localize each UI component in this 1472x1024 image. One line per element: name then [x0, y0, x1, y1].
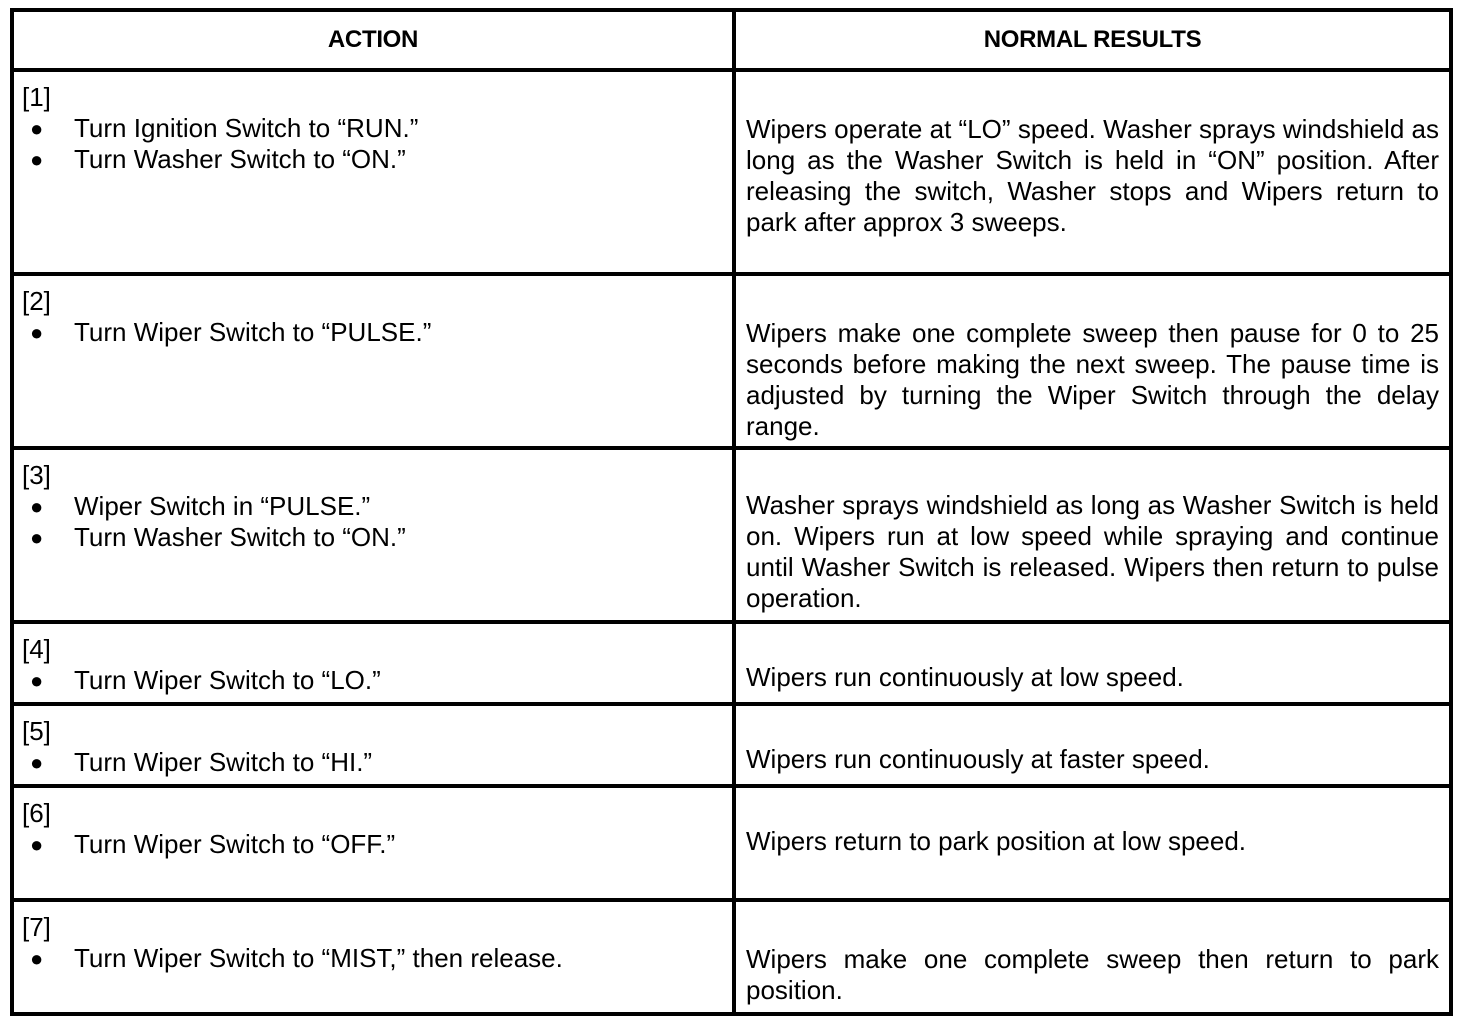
action-item — [22, 943, 732, 974]
result-text: Wipers make one complete sweep then return to park position. — [746, 944, 1439, 1005]
step-number: [7] — [22, 912, 51, 942]
bullet-icon: ● — [30, 116, 44, 141]
result-text: Wipers return to park position at low speed. — [746, 826, 1247, 856]
action-cell — [14, 276, 736, 450]
bullet-icon: ● — [30, 668, 44, 693]
step-number: [1] — [22, 82, 51, 112]
step-number: [4] — [22, 634, 51, 664]
bullet-icon: ● — [30, 147, 44, 172]
result-cell — [736, 624, 1449, 706]
action-text: Turn Ignition Switch to “RUN.” — [74, 113, 419, 143]
step-number: [6] — [22, 798, 51, 828]
step-number: [5] — [22, 716, 51, 746]
action-text: Turn Wiper Switch to “MIST,” then release. — [74, 943, 563, 973]
action-text: Turn Wiper Switch to “OFF.” — [74, 829, 396, 859]
header-action — [14, 12, 736, 72]
action-cell — [14, 624, 736, 706]
action-item — [22, 317, 732, 348]
step-number: [3] — [22, 460, 51, 490]
action-item — [22, 522, 732, 553]
action-text: Turn Wiper Switch to “LO.” — [74, 665, 381, 695]
action-item — [22, 747, 732, 778]
bullet-icon: ● — [30, 320, 44, 345]
bullet-icon: ● — [30, 946, 44, 971]
action-text: Turn Wiper Switch to “HI.” — [74, 747, 373, 777]
result-text: Wipers run continuously at low speed. — [746, 662, 1184, 692]
action-cell — [14, 72, 736, 276]
action-cell — [14, 450, 736, 624]
action-text: Wiper Switch in “PULSE.” — [74, 491, 371, 521]
header-action-label: ACTION — [327, 26, 419, 53]
action-cell — [14, 788, 736, 902]
bullet-icon: ● — [30, 494, 44, 519]
result-cell — [736, 72, 1449, 276]
result-text: Wipers make one complete sweep then pause for 0 to 25 seconds before making the next sweep. The pause time is adjusted by turning the Wiper Switch through the delay range. — [746, 318, 1439, 441]
action-item — [22, 829, 732, 860]
result-text: Wipers run continuously at faster speed. — [746, 744, 1210, 774]
header-results — [736, 12, 1449, 72]
bullet-icon: ● — [30, 832, 44, 857]
result-text: Wipers operate at “LO” speed. Washer sprays windshield as long as the Washer Switch is held in “ON” position. After releasing the switch, Washer stops and Wipers return to park after approx 3 sweeps. — [746, 114, 1439, 237]
procedure-table — [10, 8, 1453, 1016]
action-item — [22, 113, 732, 144]
action-cell — [14, 706, 736, 788]
action-cell — [14, 902, 736, 1012]
result-cell — [736, 788, 1449, 902]
result-cell — [736, 902, 1449, 1012]
step-number: [2] — [22, 286, 51, 316]
action-item — [22, 144, 732, 175]
result-text: Washer sprays windshield as long as Washer Switch is held on. Wipers run at low speed while spraying and continue until Washer Switch is released. Wipers then return to pulse operation. — [746, 490, 1439, 613]
header-results-label: NORMAL RESULTS — [983, 26, 1202, 53]
result-cell — [736, 450, 1449, 624]
result-cell — [736, 706, 1449, 788]
bullet-icon: ● — [30, 525, 44, 550]
action-text: Turn Wiper Switch to “PULSE.” — [74, 317, 432, 347]
action-text: Turn Washer Switch to “ON.” — [74, 144, 406, 174]
result-cell — [736, 276, 1449, 450]
action-item — [22, 491, 732, 522]
action-item — [22, 665, 732, 696]
action-text: Turn Washer Switch to “ON.” — [74, 522, 406, 552]
bullet-icon: ● — [30, 750, 44, 775]
